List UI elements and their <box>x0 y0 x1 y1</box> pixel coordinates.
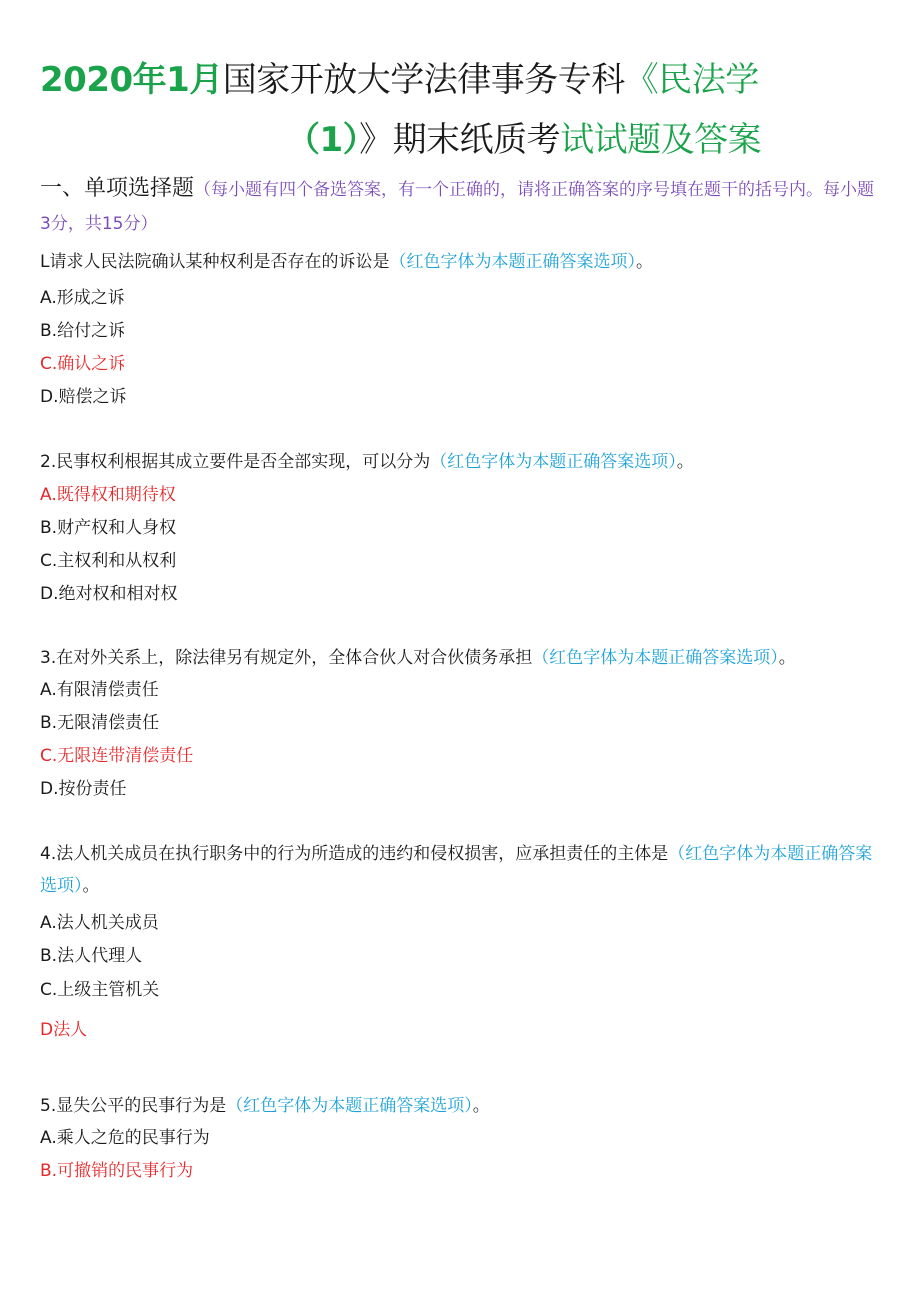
answer-hint: （红色字体为本题正确答案选项） <box>40 844 873 896</box>
question-end: 。 <box>778 648 796 668</box>
section-title: 一、单项选择题 <box>40 176 195 201</box>
title-line-1 <box>40 52 759 101</box>
title-answers: 试试题及答案 <box>560 120 762 160</box>
answer-hint: （红色字体为本题正确答案选项） <box>226 1096 473 1116</box>
answer-hint: （红色字体为本题正确答案选项） <box>532 648 779 668</box>
option-a: A.乘人之危的民事行为 <box>40 1128 210 1148</box>
option-a-correct: A.既得权和期待权 <box>40 485 176 505</box>
answer-hint: （红色字体为本题正确答案选项） <box>430 452 677 472</box>
question-end: 。 <box>635 252 653 272</box>
question-stem <box>40 246 880 278</box>
title-year: 2020年1月 <box>40 60 223 100</box>
option-b: B.无限清偿责任 <box>40 713 160 733</box>
question-text: 5.显失公平的民事行为是 <box>40 1096 227 1116</box>
title-course: 《民法学 <box>624 60 759 100</box>
section-note: （每小题有四个备选答案，有一个正确的，请将正确答案的序号填在题干的括号内。每小题3分，共15分） <box>40 180 875 234</box>
option-c-correct: C.无限连带清偿责任 <box>40 746 194 766</box>
question-end: 。 <box>676 452 694 472</box>
question-end: 。 <box>82 876 100 896</box>
option-d: D.赔偿之诉 <box>40 387 127 407</box>
option-c: C.主权利和从权利 <box>40 551 177 571</box>
answer-hint: （红色字体为本题正确答案选项） <box>389 252 636 272</box>
title-school: 国家开放大学法律事务专科 <box>222 60 625 100</box>
question-end: 。 <box>472 1096 490 1116</box>
question-stem <box>40 838 880 902</box>
option-a: A.法人机关成员 <box>40 913 159 933</box>
title-course-num: （1） <box>286 120 360 160</box>
option-c: C.上级主管机关 <box>40 980 160 1000</box>
option-c-correct: C.确认之诉 <box>40 354 126 374</box>
title-line-2 <box>286 112 761 161</box>
question-text: 4.法人机关成员在执行职务中的行为所造成的违约和侵权损害，应承担责任的主体是 <box>40 844 669 864</box>
option-d: D.按份责任 <box>40 779 127 799</box>
option-b: B.给付之诉 <box>40 321 126 341</box>
option-a: A.形成之诉 <box>40 288 125 308</box>
question-text: L请求人民法院确认某种权利是否存在的诉讼是 <box>40 252 390 272</box>
question-stem <box>40 446 880 478</box>
option-a: A.有限清偿责任 <box>40 680 159 700</box>
option-b: B.法人代理人 <box>40 946 143 966</box>
question-text: 2.民事权利根据其成立要件是否全部实现，可以分为 <box>40 452 431 472</box>
section-heading <box>40 172 880 241</box>
option-d-correct: D法人 <box>40 1020 88 1040</box>
question-stem <box>40 1090 880 1122</box>
option-b-correct: B.可撤销的民事行为 <box>40 1161 194 1181</box>
question-stem <box>40 642 880 674</box>
question-text: 3.在对外关系上，除法律另有规定外，全体合伙人对合伙债务承担 <box>40 648 533 668</box>
title-exam: 》期末纸质考 <box>359 120 561 160</box>
option-d: D.绝对权和相对权 <box>40 584 178 604</box>
option-b: B.财产权和人身权 <box>40 518 177 538</box>
